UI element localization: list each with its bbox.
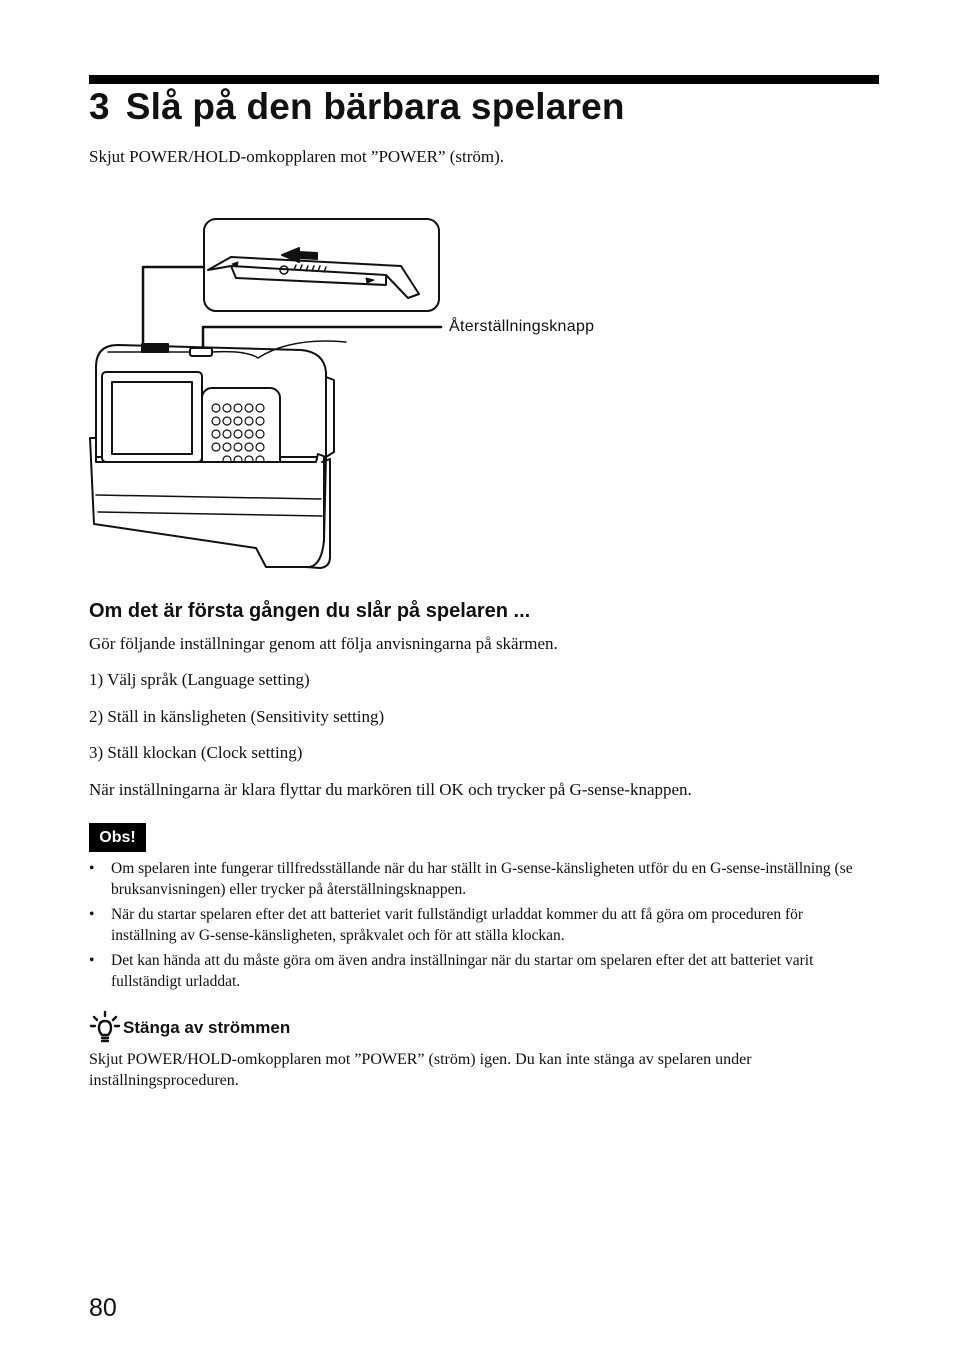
reset-button-label: Återställningsknapp xyxy=(449,318,595,335)
first-time-intro: Gör följande inställningar genom att följa anvisningarna på skärmen. xyxy=(89,634,558,653)
intro-paragraph: Skjut POWER/HOLD-omkopplaren mot ”POWER” (ström). xyxy=(89,147,505,166)
chapter-title xyxy=(89,86,625,128)
first-time-closing: När inställningarna är klara flyttar du markören till OK och trycker på G-sense-knappen. xyxy=(89,780,692,799)
chapter-top-rule xyxy=(89,75,879,84)
chapter-number: 3 xyxy=(89,86,110,127)
list-item: • Det kan hända att du måste göra om även andra inställningar när du startar om spelaren efter det att batteriet varit fullständigt urladdat. xyxy=(89,952,814,990)
obs-notes-list xyxy=(89,858,859,996)
step-item: 2) Ställ in känsligheten (Sensitivity setting) xyxy=(89,707,385,726)
step-item: 3) Ställ klockan (Clock setting) xyxy=(89,743,303,762)
lightbulb-icon xyxy=(89,1010,121,1044)
tip-text: Skjut POWER/HOLD-omkopplaren mot ”POWER” (ström) igen. Du kan inte stänga av spelaren under inställningsproceduren. xyxy=(89,1051,752,1089)
obs-badge: Obs! xyxy=(89,823,146,852)
tip-heading: Stänga av strömmen xyxy=(123,1018,291,1037)
player-illustration xyxy=(86,212,446,577)
page-number: 80 xyxy=(89,1294,117,1322)
first-time-heading: Om det är första gången du slår på spelaren ... xyxy=(89,600,531,622)
list-item: • När du startar spelaren efter det att batteriet varit fullständigt urladdat kommer du att få göra om proceduren för inställning av G-sense-känsligheten, språkvalet och för att ställa klockan. xyxy=(89,906,804,944)
chapter-title-text: Slå på den bärbara spelaren xyxy=(125,86,625,127)
list-item: • Om spelaren inte fungerar tillfredsställande när du har ställt in G-sense-känsligheten utför du en G-sense-inställning (se bruksanvisningen) eller trycker på återställningsknappen. xyxy=(89,860,853,898)
step-item: 1) Välj språk (Language setting) xyxy=(89,670,310,689)
